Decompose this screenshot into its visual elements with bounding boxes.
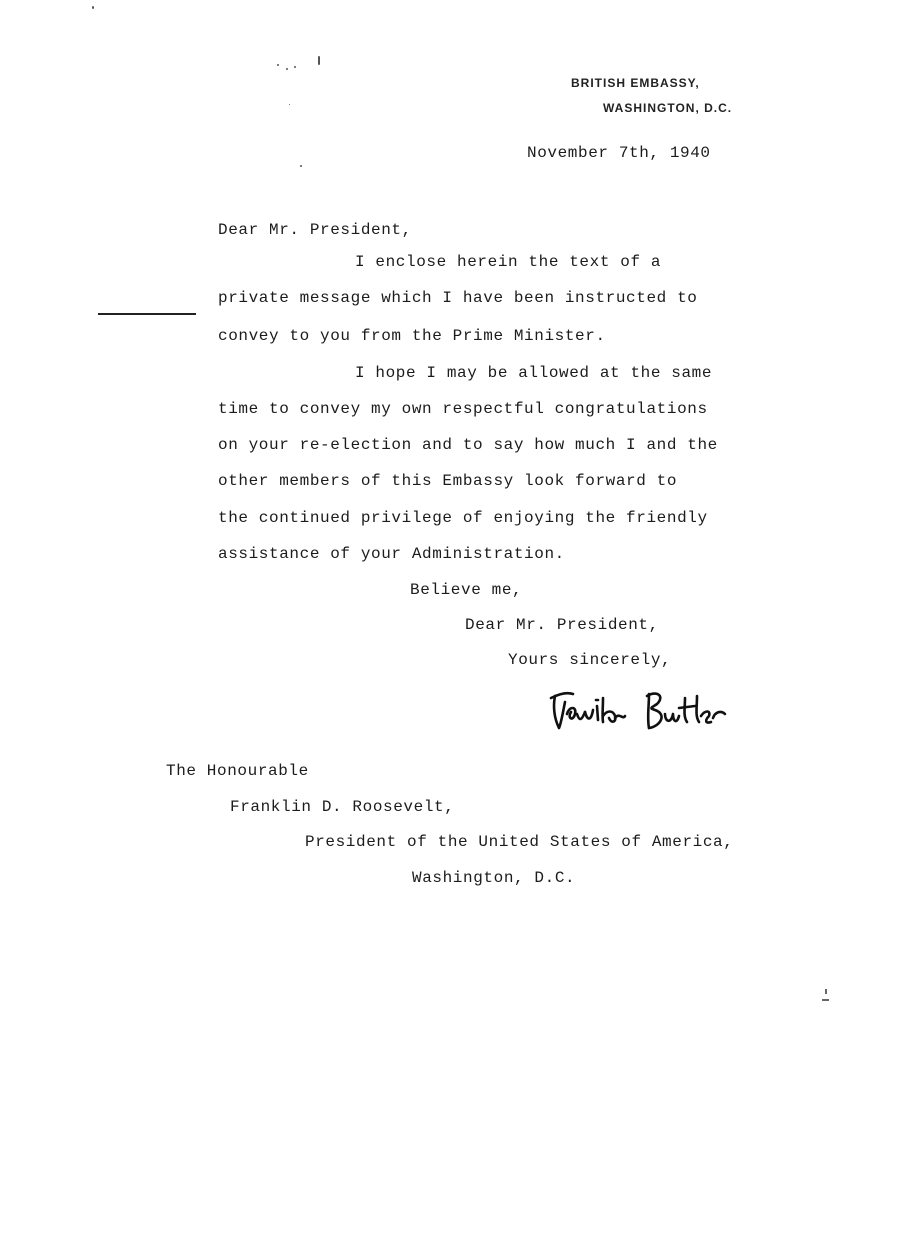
body-line: I enclose herein the text of a	[355, 253, 662, 271]
scan-speck	[289, 104, 290, 105]
margin-rule	[98, 313, 196, 315]
body-line: time to convey my own respectful congratulations	[218, 400, 708, 418]
scan-speck	[318, 56, 320, 65]
body-line: I hope I may be allowed at the same	[355, 364, 713, 382]
address-line-2: Franklin D. Roosevelt,	[230, 798, 455, 816]
address-line-1: The Honourable	[166, 762, 309, 780]
scan-speck	[286, 68, 288, 70]
margin-mark-icon	[820, 988, 830, 1002]
address-line-3: President of the United States of America,	[305, 833, 734, 851]
address-line-4: Washington, D.C.	[412, 869, 576, 887]
scan-speck	[300, 165, 302, 167]
scan-speck	[294, 66, 296, 68]
scan-speck	[92, 6, 94, 9]
closing-line-2: Dear Mr. President,	[465, 616, 659, 634]
body-line: convey to you from the Prime Minister.	[218, 327, 606, 345]
handwritten-signature-icon	[545, 684, 735, 740]
body-line: the continued privilege of enjoying the friendly	[218, 509, 708, 527]
closing-line-1: Believe me,	[410, 581, 523, 599]
letterhead-line-1: BRITISH EMBASSY,	[571, 76, 700, 90]
body-line: other members of this Embassy look forward to	[218, 472, 678, 490]
body-line: private message which I have been instructed to	[218, 289, 698, 307]
salutation: Dear Mr. President,	[218, 221, 412, 239]
letter-date: November 7th, 1940	[527, 144, 711, 162]
scan-speck	[277, 64, 279, 66]
body-line: on your re-election and to say how much I and the	[218, 436, 718, 454]
letterhead-line-2: WASHINGTON, D.C.	[603, 101, 733, 115]
body-line: assistance of your Administration.	[218, 545, 565, 563]
closing-line-3: Yours sincerely,	[508, 651, 672, 669]
